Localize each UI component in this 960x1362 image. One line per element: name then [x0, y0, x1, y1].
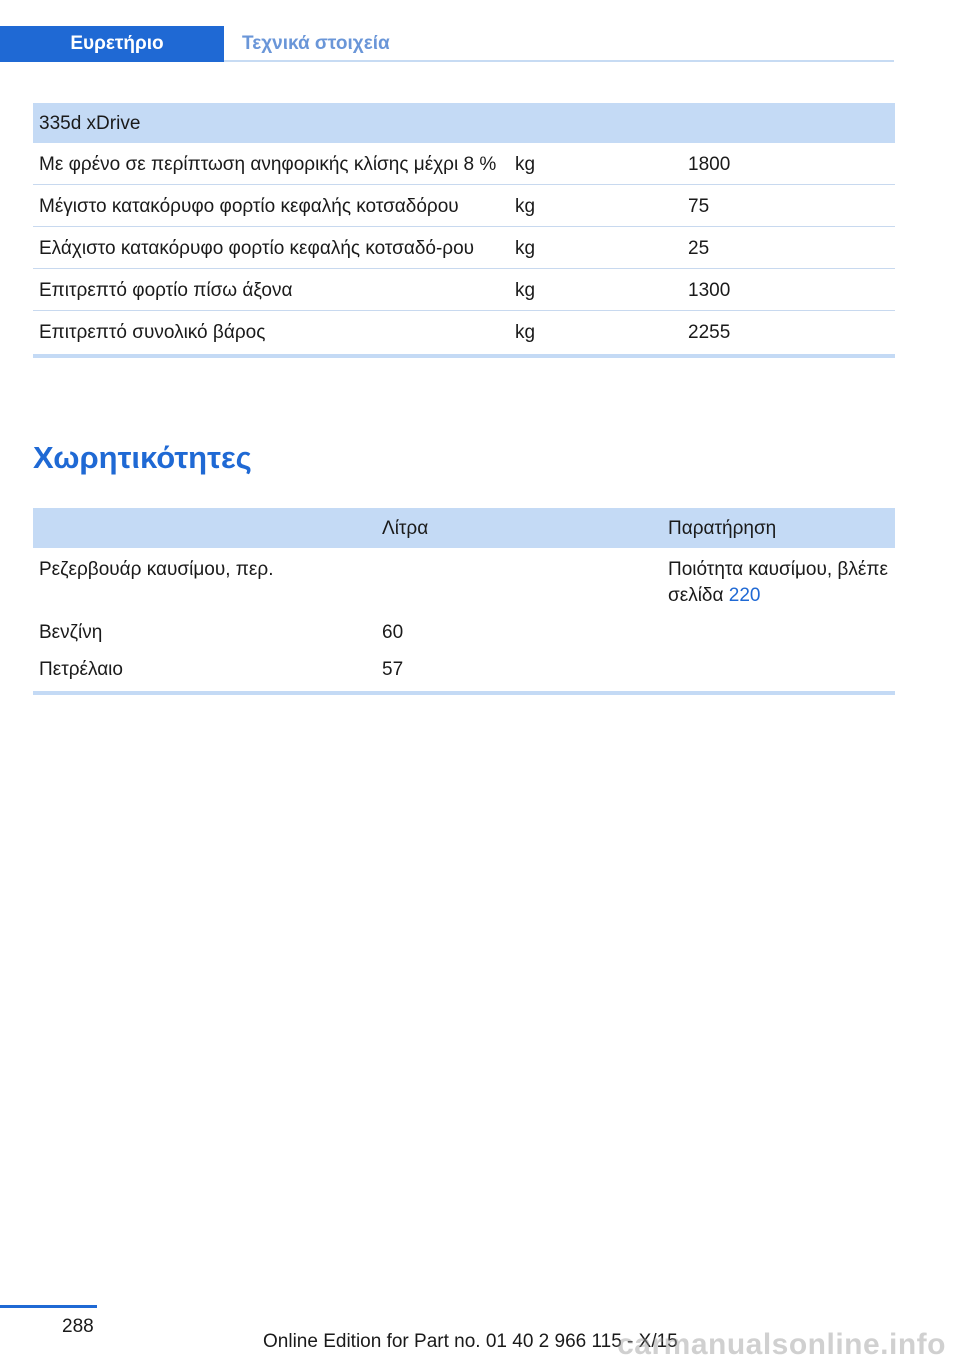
row-value: 57 — [376, 648, 662, 693]
tab-technical-data[interactable]: Τεχνικά στοιχεία — [242, 33, 390, 54]
table-row — [33, 311, 895, 357]
row-label: Με φρένο σε περίπτωση ανηφορικής κλίσης μέχρι 8 % — [33, 143, 509, 185]
table-header-row — [33, 508, 895, 548]
table-row — [33, 143, 895, 185]
row-label: Πετρέλαιο — [33, 648, 376, 693]
table-row — [33, 648, 895, 693]
row-label: Βενζίνη — [39, 622, 103, 643]
row-note — [662, 611, 895, 648]
row-value: 2255 — [682, 311, 895, 357]
table-row — [33, 185, 895, 227]
table-row — [33, 269, 895, 311]
row-label: Ελάχιστο κατακόρυφο φορτίο κεφαλής κοτσαδό-ρου — [33, 227, 509, 269]
row-unit: kg — [509, 143, 682, 185]
row-unit: kg — [509, 227, 682, 269]
row-label: Επιτρεπτό φορτίο πίσω άξονα — [33, 269, 509, 311]
edition-footer: Online Edition for Part no. 01 40 2 966 115 - X/15 — [263, 1331, 678, 1352]
table-row — [33, 548, 895, 611]
model-name: 335d xDrive — [33, 103, 895, 143]
note-text: Ποιότητα καυσίμου, βλέπε σελίδα — [668, 559, 888, 606]
row-value — [376, 548, 662, 611]
row-value: 60 — [382, 622, 404, 643]
row-unit: kg — [509, 185, 682, 227]
header-note: Παρατήρηση — [662, 508, 895, 548]
row-label: Επιτρεπτό συνολικό βάρος — [33, 311, 509, 357]
table-row — [33, 611, 895, 648]
tab-index[interactable]: Ευρετήριο — [0, 26, 224, 62]
row-value: 1300 — [682, 269, 895, 311]
header-empty — [33, 508, 376, 548]
section-title-capacities: Χωρητικότητες — [33, 440, 252, 475]
table-row — [33, 227, 895, 269]
header-divider — [224, 60, 894, 62]
row-note — [662, 648, 895, 693]
page-number: 288 — [62, 1316, 94, 1337]
row-value: 1800 — [682, 143, 895, 185]
row-value: 25 — [682, 227, 895, 269]
top-navigation — [0, 26, 894, 62]
watermark: carmanualsonline.info — [617, 1328, 946, 1361]
page-reference-link[interactable]: 220 — [728, 585, 761, 606]
row-note — [662, 548, 895, 611]
row-label: Ρεζερβουάρ καυσίμου, περ. — [39, 559, 274, 580]
row-label: Μέγιστο κατακόρυφο φορτίο κεφαλής κοτσαδόρου — [33, 185, 509, 227]
table-header-row — [33, 103, 895, 143]
weights-table — [33, 103, 895, 358]
row-unit: kg — [509, 311, 682, 357]
row-value: 75 — [682, 185, 895, 227]
row-unit: kg — [509, 269, 682, 311]
capacities-table — [33, 508, 895, 695]
header-liters: Λίτρα — [376, 508, 662, 548]
page-number-bar — [0, 1305, 97, 1308]
